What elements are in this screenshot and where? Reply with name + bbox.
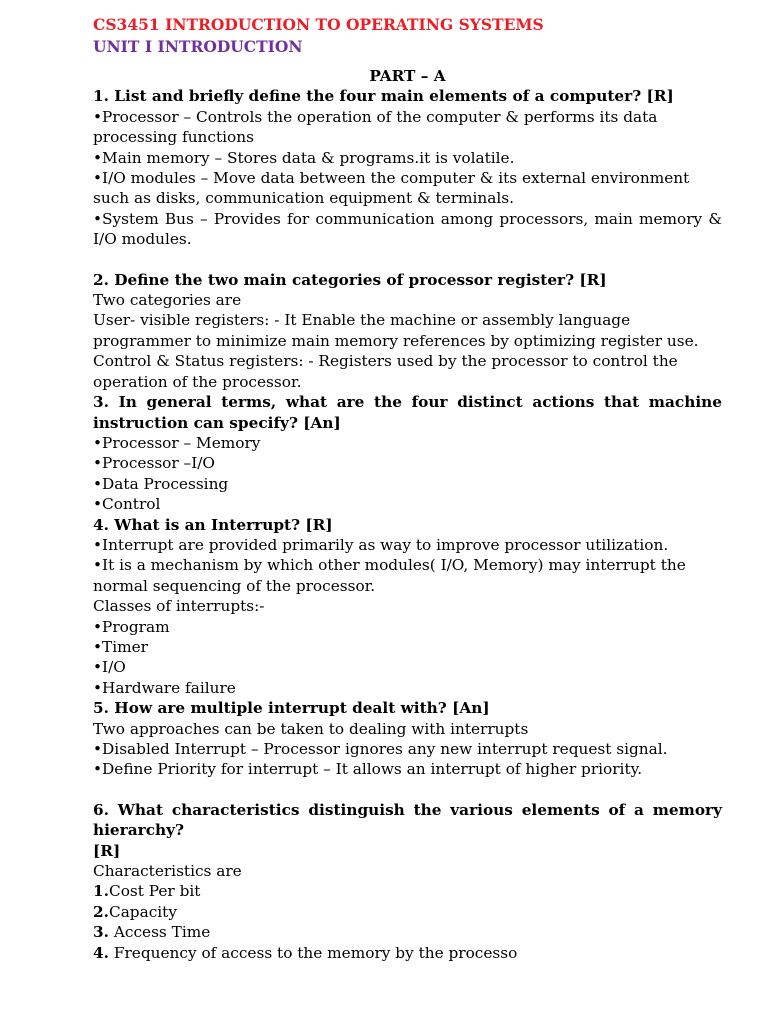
question-2: 2. Define the two main categories of processor register? [R] [93,270,607,289]
spacer [93,780,722,800]
q4-class-item: • Program [93,617,722,637]
spacer [93,250,722,270]
q6-item-number: 3. [93,923,109,942]
question-6-tag: [R] [93,841,121,860]
q6-item [93,943,722,963]
q1-bullet-system-bus-cont: I/O modules. [93,230,192,249]
q6-item-text: Cost Per bit [108,882,201,901]
q2-line-5: operation of the processor. [93,372,302,391]
q6-item-number: 1. [93,882,109,901]
unit-title: UNIT I INTRODUCTION [93,37,303,56]
q2-line-2: User- visible registers: - It Enable the machine or assembly language [93,311,631,330]
question-3: 3. In general terms, what are the four distinct actions that machine [93,393,722,412]
q1-bullet-system-bus: • System Bus – Provides for communication among processors, main memory & [93,209,722,229]
q4-class-item: • Hardware failure [93,678,722,698]
q5-bullet-1: • Disabled Interrupt – Processor ignores any new interrupt request signal. [93,739,722,759]
q6-item [93,922,722,942]
q3-item: • Control [93,494,722,514]
q2-line-1: Two categories are [93,291,242,310]
question-6-cont: hierarchy? [93,821,184,840]
q6-item-number: 2. [93,902,109,921]
question-1: 1. List and briefly define the four main elements of a computer? [R] [93,87,674,106]
course-title: CS3451 INTRODUCTION TO OPERATING SYSTEMS [93,15,544,34]
q6-line-1: Characteristics are [93,862,242,881]
q2-line-4: Control & Status registers: - Registers used by the processor to control the [93,352,678,371]
q1-bullet-main-memory: • Main memory – Stores data & programs.it is volatile. [93,148,722,168]
q6-item-number: 4. [93,943,109,962]
question-3-cont: instruction can specify? [An] [93,413,341,432]
q4-bullet-1: • Interrupt are provided primarily as way to improve processor utilization. [93,535,722,555]
question-5: 5. How are multiple interrupt dealt with? [An] [93,699,490,718]
q4-bullet-2: • It is a mechanism by which other modules( I/O, Memory) may interrupt the [93,555,722,575]
q4-class-item: • I/O [93,657,722,677]
q4-bullet-2-cont: normal sequencing of the processor. [93,576,376,595]
q1-bullet-io-modules: • I/O modules – Move data between the computer & its external environment [93,168,722,188]
q6-item [93,881,722,901]
q6-item [93,902,722,922]
q2-line-3: programmer to minimize main memory references by optimizing register use. [93,331,699,350]
question-6: 6. What characteristics distinguish the various elements of a memory [93,800,722,819]
q4-class-item: • Timer [93,637,722,657]
q6-item-text: Capacity [108,902,177,921]
question-4: 4. What is an Interrupt? [R] [93,515,333,534]
q6-item-text: Frequency of access to the memory by the processo [108,943,518,962]
q1-bullet-io-modules-cont: such as disks, communication equipment & terminals. [93,189,514,208]
q6-item-text: Access Time [108,923,211,942]
q3-item: • Processor –I/O [93,453,722,473]
q3-item: • Processor – Memory [93,433,722,453]
q3-item: • Data Processing [93,474,722,494]
q5-line-1: Two approaches can be taken to dealing with interrupts [93,719,529,738]
part-title: PART – A [369,67,446,85]
q1-bullet-processor: • Processor – Controls the operation of the computer & performs its data [93,107,722,127]
q5-bullet-2: • Define Priority for interrupt – It allows an interrupt of higher priority. [93,759,722,779]
q1-bullet-processor-cont: processing functions [93,128,254,147]
q4-classes-label: Classes of interrupts:- [93,597,265,616]
